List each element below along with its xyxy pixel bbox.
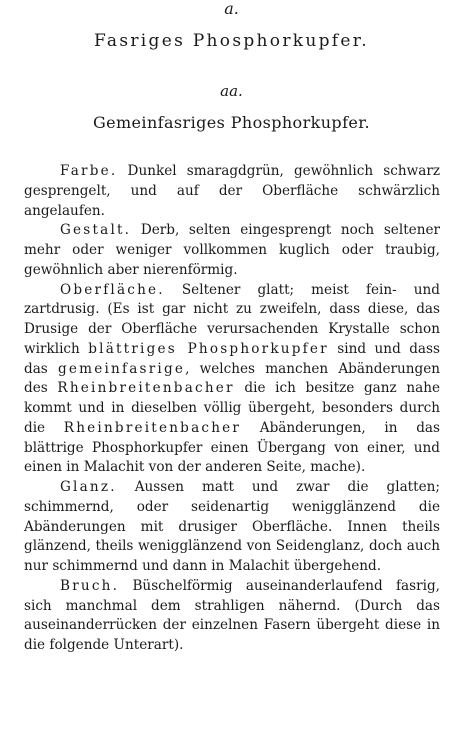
paragraph-text: Aussen matt und zwar die glatten; schimmernd, oder seidenartig wenigglänzend die Abänderungen mit drusiger Oberfläche. Innen theils glänzend, theils wenigglänzend von Seidenglanz, doch auch nur schimmernd und dann in Malachit übergehend.: [24, 479, 440, 574]
paragraph-text: Seltener glatt; meist fein- und zartdrusig. (Es ist gar nicht zu zweifeln, dass diese, das Drusige der Oberfläche verursachenden Krystalle schon wirklich: [24, 281, 440, 357]
spaced-term: Farbe.: [60, 163, 118, 179]
paragraph-text: die ich besitze ganz nahe kommt und in dieselben völlig übergeht, besonders durch die: [24, 380, 441, 436]
paragraph-text: , welches manchen Abänderungen des: [24, 360, 440, 397]
spaced-term: Bruch.: [60, 577, 120, 594]
spaced-term: blättriges Phosphorkupfer: [88, 340, 329, 357]
subsection-title: Gemeinfasriges Phosphorkupfer.: [92, 113, 371, 132]
paragraph: [24, 478, 440, 577]
spaced-term: Rheinbreitenbacher: [57, 380, 235, 397]
spaced-term: Oberfläche.: [60, 281, 165, 298]
paragraph: [24, 281, 440, 479]
body-text: [24, 162, 440, 656]
section-title: Fasriges Phosphorkupfer.: [93, 31, 370, 51]
spaced-term: gemeinfasrige: [58, 360, 186, 377]
paragraph: [24, 577, 440, 656]
spaced-term: Rheinbreitenbacher: [63, 419, 242, 436]
subsection-marker-aa: aa.: [220, 82, 243, 100]
spaced-term: Gestalt.: [60, 222, 132, 239]
paragraph-text: sind und dass das: [24, 340, 440, 377]
paragraph-text: Derb, selten eingesprengt noch seltener mehr oder weniger vollkommen kuglich oder traubig, gewöhnlich aber nierenförmig.: [24, 222, 440, 278]
spaced-term: Glanz.: [60, 479, 117, 495]
paragraph-text: Büschelförmig auseinanderlaufend fasrig, sich manchmal dem strahligen nähernd. (Durch das auseinanderrücken der einzelnen Fasern übergeht diese in die folgende Unterart).: [24, 577, 440, 653]
paragraph-text: Abänderungen, in das blättrige Phosphorkupfer einen Übergang von einer, und einen in Malachit von der anderen Seite, mache).: [24, 419, 440, 476]
paragraph: [24, 221, 440, 280]
section-marker-a: a.: [224, 0, 239, 18]
paragraph-text: Dunkel smaragdgrün, gewöhnlich schwarz gesprengelt, und auf der Oberfläche schwärzlich angelaufen.: [24, 163, 440, 219]
paragraph: [24, 162, 440, 221]
